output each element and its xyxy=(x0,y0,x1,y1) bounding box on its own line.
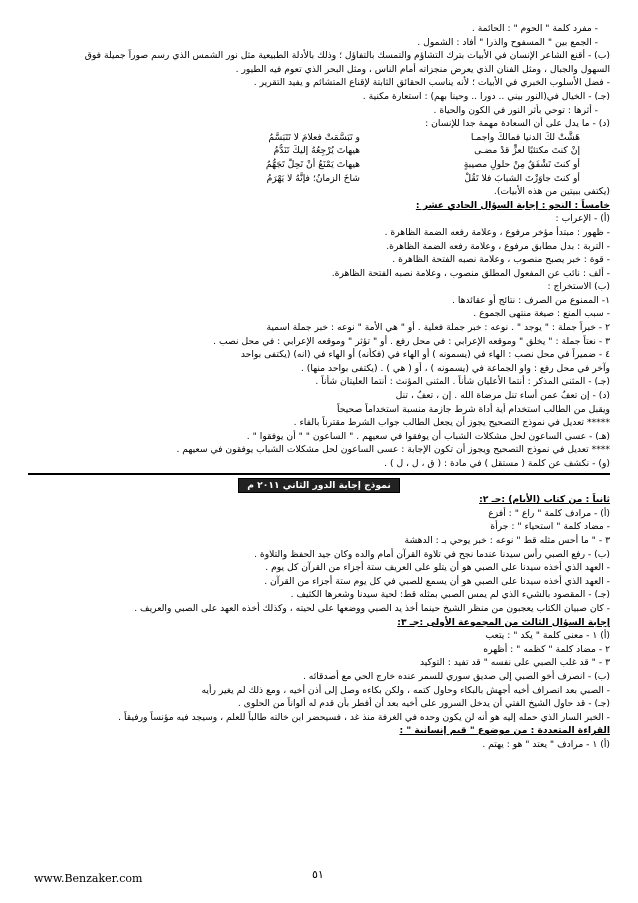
verse-first-half: إنْ كنتَ مكتئبًا لعزٍّ قدْ مضـى xyxy=(474,145,580,157)
section-reading-title: القراءة المتعددة : من موضوع " قيم إنسانية " : xyxy=(399,725,610,737)
text-line: السهول والجبال ، ومثل الفنان الذي يعرض منجزاته أمام الناس ، ومثل البحر الذي تعوم فيه الطيور . xyxy=(235,63,610,75)
page-number: ٥١ xyxy=(312,868,324,881)
document-page xyxy=(28,22,610,751)
model-header-row xyxy=(28,478,610,494)
poem-verse xyxy=(28,172,610,186)
text-line: (جـ) - قد حاول الشيخ الفتي أن يدخل السرور على أخيه بعد أن أفطر بأن قدم له ألواناً من الحلوى . xyxy=(237,698,610,710)
text-line: (أ) - الإعراب : xyxy=(555,213,610,225)
text-line: - العهد الذي أخذه سيدنا على الصبي هو أن يتلو على العريف ستة أجزاء من القرآن كل يوم . xyxy=(265,562,610,574)
text-line: ٢ - خبراً جملة : " يوجد " . نوعه : خبر جملة فعلية . أو " هي الأمة " نوعه : خبر جملة اسمية xyxy=(266,322,610,334)
model-header: نموذج إجابة الدور الثاني ٢٠١١ م xyxy=(238,478,400,494)
text-line: - الخبر السار الذي حمله إليه هو أنه لن يكون وحده في الغرفة منذ غد ، فسيحضر ابن خالته طالباً للعلم ، وسيجد فيه مؤنساً ورفيقاً . xyxy=(118,711,610,723)
verse-second-half: هيهاتَ يُرْجِعُهُ إليكَ تَنَدُّمُ xyxy=(273,145,360,157)
poem-verse xyxy=(28,158,610,172)
grammar-answers xyxy=(28,212,610,470)
text-line: (جـ) - المقصود بالشيء الذي لم يمس الصبي بمثله قط: لحية سيدنا وشعرها الكثيف . xyxy=(290,589,610,601)
text-line: (أ) ١ - معنى كلمة " يكد " : يتعب xyxy=(485,630,610,642)
text-line: (ب) - انصرف أخو الصبي إلى صديق سوري للسمر عنده خارج الحي مع أصدقائه . xyxy=(302,670,610,682)
text-line: ٤ - ضميراً في محل نصب : الهاء في (يسمونه ) أو الهاء في (فكأنه) أو الهاء في (انه) (يكتفى بواحد xyxy=(240,349,610,361)
text-line: - كان صبيان الكتاب يعجبون من منظر الشيخ حينما أخذ يد الصبي ووضعها على لحيته ، وكذلك أخذه العهد على الصبي والعريف . xyxy=(134,602,610,614)
text-line: ٢ - مضاد كلمة " كظمه " : أظهره xyxy=(483,643,610,655)
text-line: ***** تعديل في نموذج التصحيح يجوز أن يجعل الطالب جواب الشرط مقترناً بالفاء . xyxy=(293,417,610,429)
text-line: - ألف : نائب عن المفعول المطلق منصوب ، وعلامة نصبه الفتحة الظاهرة. xyxy=(331,267,610,279)
text-line: **** تعديل في نموذج التصحيح ويجوز أن تكون الإجابة : عسى الساعون لحل مشكلات الشباب يوفقون في سعيهم . xyxy=(176,444,610,456)
poem-verses xyxy=(28,131,610,185)
text-line: - العهد الذي أخذه سيدنا على الصبي هو أن يسمع للصبي في كل يوم ستة أجزاء من القرآن . xyxy=(264,575,610,587)
section-grammar-title: خامساً : النحو : إجابة السؤال الحادي عشر : xyxy=(415,199,610,211)
text-line: وآخر في محل رفع : واو الجماعة في (يسمونه ) ، أو ( هي ) . (يكتفى بواحد منها) . xyxy=(300,362,610,374)
text-line: - أثرها : توحي بأثر النور في الكون والحياة . xyxy=(433,104,598,116)
text-line: - سبب المنع : صيغة منتهى الجموع . xyxy=(473,308,610,320)
verse-first-half: هَشَّتْ لكَ الدنيا فمالكَ واجمـا xyxy=(470,131,580,143)
ayyam-answers xyxy=(28,507,610,616)
double-divider xyxy=(28,473,610,475)
text-line: (ب) الاستخراج : xyxy=(547,281,610,293)
text-line: - مفرد كلمة " الحوم " : الحائمة . xyxy=(471,23,598,34)
text-line: (ب) - رفع الصبي رأس سيدنا عندما نجح في تلاوة القرآن أمام والده وكان جيد الحفظ والتلاوة . xyxy=(254,548,610,560)
text-line: (أ) - مرادف كلمة " راع " : أفزع xyxy=(488,507,610,519)
third-answers xyxy=(28,629,610,724)
verse-first-half: أو كنتَ تَشْفَقُ مِنْ حلولِ مصيبةٍ xyxy=(463,158,580,170)
poem-note: (يكتفى ببيتين من هذه الأبيات). xyxy=(493,186,610,198)
text-line: (و) - نكشف عن كلمة ( مستقل ) في مادة : ( ق ، ل ، ل ) . xyxy=(384,458,610,469)
text-line: - مضاد كلمة " استحياء " : جرأة xyxy=(490,521,610,533)
reading-answers xyxy=(28,738,610,752)
text-line: ٣ - " ما أحس مثله قط " نوعه : خبر يوحي بـ : الدهشة xyxy=(404,534,610,546)
verse-second-half: هيهاتَ يَمْنَعُ أَنْ تَحِلَّ تَجَهُّمُ xyxy=(265,158,360,170)
text-line: ويقبل من الطالب استخدام أية أداة شرط جازمة منسبة استخداماً صحيحاً xyxy=(337,403,610,415)
text-line: (أ) ١ - مرادف " يعتد " هو : يهتم . xyxy=(482,738,610,750)
text-line: - التربة : بدل مطابق مرفوع ، وعلامة رفعه الضمة الظاهرة. xyxy=(386,240,610,252)
page-footer xyxy=(0,868,638,890)
text-line: - الصبي بعد انصراف أخيه أجهش بالبكاء وحاول كتمه ، ولكن بكاءه وصل إلى أذن أخيه ، ومع ذلك لم يغير رأيه xyxy=(201,684,610,696)
verse-first-half: أو كنتَ جاوَزْتَ الشبابَ فلا تَقُلْ xyxy=(464,172,580,184)
text-line: ٣ - " قد غلب الصبي على نفسه " قد تفيد : التوكيد xyxy=(419,657,610,669)
text-line: (د) - ما يدل على أن السعادة مهمة جدا للإنسان : xyxy=(425,118,610,130)
text-line: ٣ - نعتاً جملة : " يخلق " وموقعه الإعرابي : في محل رفع . أو " تؤثر " وموقعه الإعرابي : في محل نصب . xyxy=(213,335,610,347)
poem-verse xyxy=(28,144,610,158)
text-line: (جـ) - الخيال في(النور بيني .. دورا .. وحينا بهم) : استعارة مكنية . xyxy=(362,90,610,102)
verse-second-half: شاخَ الزمانُ؛ فإنَّهُ لا يَهْرَمُ xyxy=(266,172,360,184)
text-line: (هـ) - عسى الساعون لحل مشكلات الشباب أن يوفقوا في سعيهم . " الساعون " " أن يوفقوا " . xyxy=(246,430,610,442)
text-line: ١- الممنوع من الصرف : نتائج أو عقائدها . xyxy=(452,294,610,306)
text-line: - قوة : خبر يصبح منصوب ، وعلامة نصبه الفتحة الظاهرة . xyxy=(392,254,610,266)
text-line: (د) - إن تعفُ عمن أساء تنل مرضاة الله . إن ، تعفُ ، تنل xyxy=(395,390,610,402)
text-line: (جـ) - المثنى المذكر : أنتما الأعليان شأناً . المثنى المؤنث : أنتما العليتان شأناً . xyxy=(315,376,610,388)
text-line: - فضل الأسلوب الخبري في الأبيات ؛ لأنه يناسب الحقائق الثابتة لإقناع المتشائم و يفيد التقرير . xyxy=(253,77,610,89)
site-url[interactable]: www.Benzaker.com xyxy=(34,872,143,885)
text-line: - ظهور : مبتدأ مؤخر مرفوع ، وعلامة رفعه الضمة الظاهرة . xyxy=(384,226,610,238)
poem-verse xyxy=(28,131,610,145)
text-line: (ب) - أقنع الشاعر الإنسان في الأبيات بترك التشاؤم والتمسك بالتفاؤل ؛ وذلك بالأدلة الطبيعية مثل نور الشمس الذي رسم صوراً جميلة فوق xyxy=(84,50,610,62)
answer-lines-top xyxy=(28,22,610,131)
verse-second-half: و تَبَسَّمَتْ فعلامَ لا تَتَبَسَّمُ xyxy=(268,131,360,143)
text-line: - الجمع بين " المسفوح والذرا " أفاد : الشمول . xyxy=(417,36,598,48)
section-third-title: إجابة السؤال الثالث من المجموعة الأولى :جـ ٣: xyxy=(397,616,610,628)
section-ayyam-title: ثانياً : من كتاب (الأيام) :جـ ٢: xyxy=(479,494,610,506)
